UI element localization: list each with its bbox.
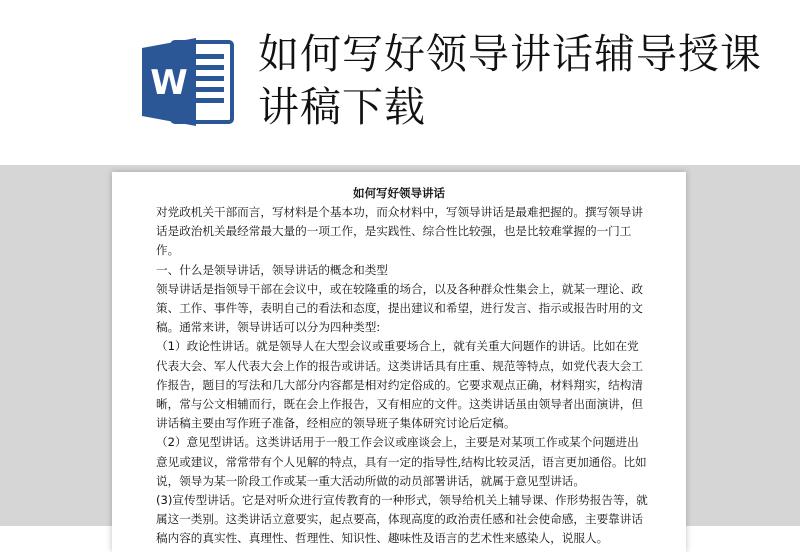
document-page — [112, 172, 686, 552]
document-title: 如何写好领导讲话 — [353, 186, 445, 200]
word-icon-letter: W — [150, 63, 188, 103]
document-body — [156, 203, 648, 549]
paragraph: 领导讲话是指领导干部在会议中，或在较隆重的场合，以及各种群众性集会上，就某一理论、政策、工作、事件等，表明自己的看法和态度，提出建议和希望，进行发言、指示或报告时用的文稿。通常来讲，领导讲话可以分为四种类型: — [156, 281, 643, 335]
paragraph: 一、什么是领导讲话，领导讲话的概念和类型 — [156, 262, 388, 277]
paragraph: （1）政论性讲话。就是领导人在大型会议或重要场合上，就有关重大问题作的讲话。比如在党代表大会、军人代表大会上作的报告或讲话。这类讲话具有庄重、规范等特点，如党代表大会工作报告，题目的写法和几大部分内容都是相对约定俗成的。它要求观点正确，材料翔实，结构清晰，常与公文相辅而行，既在会上作报告，又有相应的文件。这类讲话虽由领导者出面演讲，但讲话稿主要由写作班子准备，经相应的领导班子集体研究讨论后定稿。 — [156, 339, 643, 431]
paragraph: （2）意见型讲话。这类讲话用于一般工作会议或座谈会上，主要是对某项工作或某个问题进出意见或建议，常常带有个人见解的特点，具有一定的指导性,结构比较灵活，语言更加通俗。比如说，领导为某一阶段工作或某一重大活动所做的动员部署讲话，就属于意见型讲话。 — [156, 435, 647, 488]
paragraph: (3)宣传型讲话。它是对听众进行宣传教育的一种形式，领导给机关上辅导课、作形势报告等，就属这一类别。这类讲话立意要实，起点要高，体现高度的政治责任感和社会使命感，主要靠讲话稿内容的真实性、真理性、哲理性、知识性、趣味性及语言的艺术性来感染人，说服人。 — [156, 493, 648, 546]
page-title: 如何写好领导讲话辅导授课讲稿下载 — [258, 30, 762, 131]
word-icon — [140, 36, 236, 128]
paragraph: 对党政机关干部而言，写材料是个基本功，而众材料中，写领导讲话是最难把握的。撰写领导讲话是政治机关最经常最大量的一项工作，是实践性、综合性比较强，也是比较难掌握的一门工作。 — [156, 205, 643, 258]
header — [0, 0, 800, 165]
